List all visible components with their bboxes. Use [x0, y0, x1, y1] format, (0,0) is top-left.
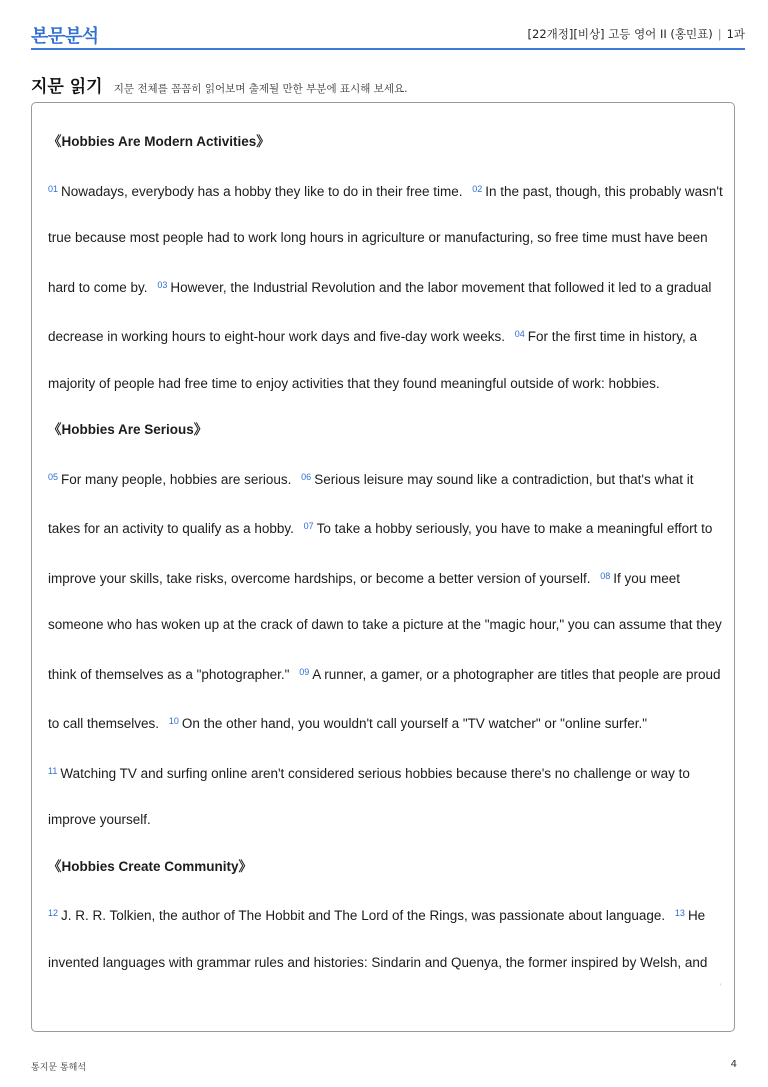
passage-heading: 《Hobbies Create Community》 — [48, 858, 253, 874]
page-number: 4 — [730, 1059, 737, 1070]
separator: | — [717, 27, 722, 41]
sentence-number: 03 — [157, 279, 168, 290]
paragraph — [48, 454, 724, 844]
sentence-number: 08 — [600, 570, 611, 581]
sentence: For the first time in history, a majority of people had free time to enjoy activities that they found meaningful outside of work: hobbies. — [48, 329, 698, 391]
sentence: On the other hand, you wouldn't call yourself a "TV watcher" or "online surfer." — [181, 716, 648, 731]
paragraph — [48, 890, 724, 986]
passage-heading: 《Hobbies Are Serious》 — [48, 422, 208, 437]
passage-box — [31, 102, 735, 1032]
sentence-number: 01 — [48, 183, 59, 194]
mark-dot: ' — [720, 983, 722, 990]
sentence: In the past, though, this probably wasn't true because most people had to work long hours in agriculture or manufacturing, so free time must have been hard to come by. — [48, 183, 723, 295]
course-name: [22개정][비상] 고등 영어 II (홍민표) — [527, 27, 713, 41]
sentence: Nowadays, everybody has a hobby they like to do in their free time. — [61, 183, 463, 199]
sentence-number: 12 — [48, 908, 59, 918]
sentence-number: 11 — [48, 765, 58, 776]
course-info — [528, 26, 745, 42]
sentence-number: 13 — [674, 908, 685, 918]
sentence: He invented languages with grammar rules and histories: Sindarin and Quenya, the former inspired by Welsh, and — [48, 908, 708, 970]
sentence-number: 05 — [48, 471, 59, 482]
sentence-number: 04 — [514, 329, 525, 339]
sentence-number: 02 — [472, 183, 483, 194]
brand-title: 본문분석 — [31, 26, 99, 47]
section-description: 지문 전체를 꼼꼼히 읽어보며 출제될 만한 부분에 표시해 보세요. — [113, 83, 408, 95]
sentence-number: 07 — [303, 521, 314, 531]
sentence: To take a hobby seriously, you have to make a meaningful effort to improve your skills, take risks, overcome hardships, or become a better version of yourself. — [48, 521, 713, 586]
section-heading: 지문 읽기 — [31, 77, 103, 97]
sentence: However, the Industrial Revolution and the labor movement that followed it led to a gradual decrease in working hours to eight-hour work days and five-day work weeks. — [48, 279, 712, 344]
sentence: If you meet someone who has woken up at the crack of dawn to take a picture at the "magic hour," you can assume that they think of themselves as a "photographer." — [48, 570, 722, 682]
lesson-label: 1과 — [726, 27, 745, 41]
sentence-number: 10 — [168, 716, 179, 726]
sentence: J. R. R. Tolkien, the author of The Hobbit and The Lord of the Rings, was passionate about language. — [61, 908, 666, 923]
passage-text — [48, 119, 724, 986]
passage-heading: 《Hobbies Are Modern Activities》 — [48, 134, 270, 149]
section-title — [31, 72, 407, 97]
sentence: Watching TV and surfing online aren't considered serious hobbies because there's no challenge or way to improve yourself. — [48, 765, 690, 827]
footer-label: 통지문 통해석 — [31, 1063, 87, 1073]
sentence: For many people, hobbies are serious. — [61, 471, 292, 487]
paragraph — [48, 166, 724, 408]
sentence-number: 06 — [301, 471, 312, 482]
sentence: Serious leisure may sound like a contradiction, but that's what it takes for an activity to qualify as a hobby. — [48, 471, 694, 536]
page-header — [31, 20, 745, 50]
sentence: A runner, a gamer, or a photographer are titles that people are proud to call themselves. — [48, 666, 721, 731]
sentence-number: 09 — [299, 666, 310, 677]
